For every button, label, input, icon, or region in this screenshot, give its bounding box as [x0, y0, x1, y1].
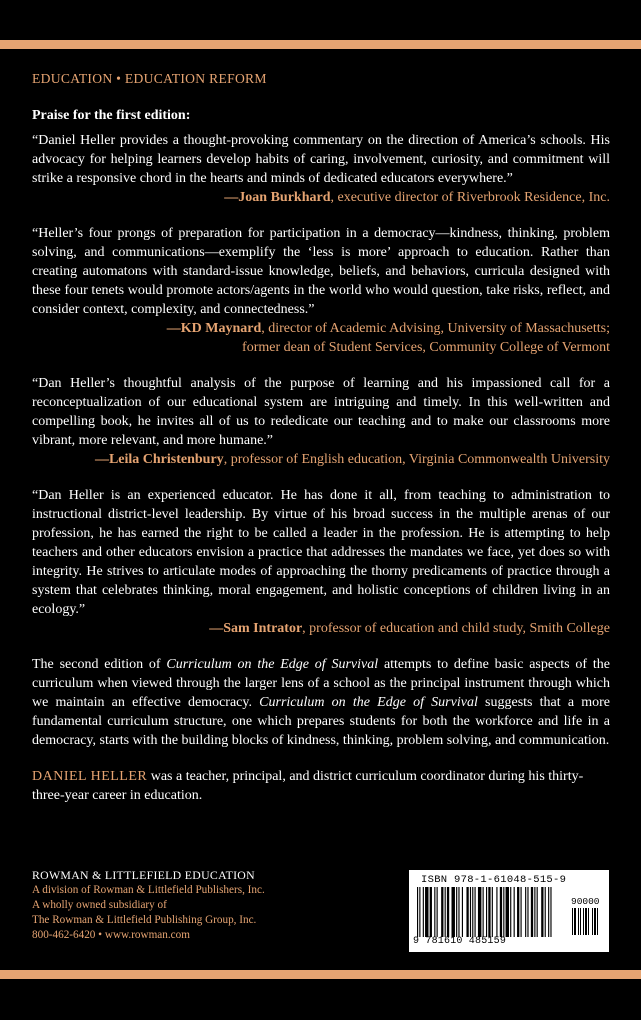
quote-text: “Daniel Heller provides a thought-provoking commentary on the direction of America’s schools. His advocacy for helping learners develop habits of caring, involvement, curiosity, and commitment will strike a responsive chord in the hearts and minds of dedicated educators everywhere.” — [32, 133, 610, 186]
quote-attribution — [32, 319, 610, 357]
barcode-bar — [574, 908, 576, 935]
addon-barcode-bars — [571, 908, 605, 935]
barcode-bar — [585, 908, 587, 935]
publisher-name: ROWMAN & LITTLEFIELD EDUCATION — [32, 868, 255, 882]
barcode-bar — [466, 887, 468, 937]
barcode-bar — [423, 887, 424, 937]
review-quote — [32, 224, 610, 357]
barcode-bar — [514, 887, 515, 937]
barcode-bar — [425, 887, 428, 937]
publisher-info — [32, 868, 265, 943]
reviewer-role: , professor of education and child study, Smith College — [302, 621, 610, 636]
barcode-bar — [597, 908, 598, 935]
barcode-bar — [583, 908, 584, 935]
barcode-bar — [437, 887, 438, 937]
book-title-italic: Curriculum on the Edge of Survival — [259, 695, 478, 710]
book-title-italic: Curriculum on the Edge of Survival — [166, 657, 379, 672]
ean-barcode-bars — [415, 887, 565, 937]
barcode-bar — [496, 887, 497, 937]
bottom-accent-band — [0, 970, 641, 979]
back-cover-text — [32, 70, 610, 805]
quote-text: “Dan Heller is an experienced educator. He has done it all, from teaching to administration to instructional district-level leadership. By virtue of his broad success in the multiple arenas of our profession, he has earned the right to be called a leader in the profession. He is attempting to help teachers and other educators envision a practice that addresses the mandates we face, yet does so with integrity. He strives to articulate modes of approaching the thorny predicaments of practice through a system that celebrates thinking, moral engagement, and holistic conceptions of children living in an ecology.” — [32, 488, 610, 617]
publisher-line: A wholly owned subsidiary of — [32, 899, 167, 911]
barcode-bar — [506, 887, 509, 937]
isbn-barcode — [409, 870, 609, 952]
barcode-bar — [550, 887, 551, 937]
barcode-bar — [492, 887, 493, 937]
book-description — [32, 655, 610, 750]
barcode-bar — [458, 887, 459, 937]
barcode-bar — [572, 908, 573, 935]
barcode-bar — [541, 887, 543, 937]
isbn-number: ISBN 978-1-61048-515-9 — [421, 874, 567, 886]
description-text: suggests that a more fundamental curriculum structure, one which prepares students for both the workforce and life in a democracy, starts with the building blocks of kindness, thinking, problem solving, and communication. — [32, 695, 611, 748]
barcode-bar — [456, 887, 457, 937]
quote-attribution — [32, 188, 610, 207]
quote-text: “Dan Heller’s thoughtful analysis of the purpose of learning and his impassioned call for a reconceptualization of our educational system are intriguing and timely. In this well-written and compelling book, he invites all of us to rededicate our teaching and to make our classrooms more vibrant, more relevant, and more humane.” — [32, 376, 610, 448]
barcode-bar — [488, 887, 490, 937]
ean-digits: 9 781610 485159 — [413, 936, 507, 947]
barcode-bar — [434, 887, 435, 937]
barcode-bar — [534, 887, 535, 937]
barcode-bar — [510, 887, 511, 937]
quote-attribution — [32, 450, 610, 469]
barcode-bar — [417, 887, 418, 937]
description-text: attempts to define basic aspects of the curriculum when viewed through the larger lens of a school as the principal instrument through which we maintain an effective democracy. — [32, 657, 610, 710]
publisher-line: The Rowman & Littlefield Publishing Group, Inc. — [32, 914, 257, 926]
reviewer-role: , executive director of Riverbrook Residence, Inc. — [330, 190, 610, 205]
barcode-bar — [545, 887, 546, 937]
review-quote — [32, 131, 610, 207]
reviewer-role: , director of Academic Advising, University of Massachusetts; — [261, 321, 610, 336]
praise-heading: Praise for the first edition: — [32, 108, 191, 123]
description-text: The second edition of — [32, 657, 167, 672]
barcode-bar — [521, 887, 522, 937]
author-name: DANIEL HELLER — [32, 769, 148, 784]
barcode-bar — [588, 908, 589, 935]
price-code: 90000 — [571, 896, 600, 907]
barcode-bar — [447, 887, 449, 937]
barcode-bar — [531, 887, 533, 937]
author-bio-text: was a teacher, principal, and district curriculum coordinator during his thirty-three-year career in education. — [32, 769, 584, 803]
barcode-bar — [472, 887, 473, 937]
barcode-bar — [483, 887, 484, 937]
barcode-bar — [486, 887, 487, 937]
barcode-bar — [452, 887, 455, 937]
barcode-bar — [478, 887, 481, 937]
reviewer-name: —Sam Intrator — [209, 621, 303, 636]
review-quote — [32, 486, 610, 638]
barcode-bar — [430, 887, 432, 937]
barcode-bar — [517, 887, 519, 937]
author-bio — [32, 767, 610, 805]
quote-attribution — [32, 619, 610, 638]
barcode-bar — [527, 887, 528, 937]
barcode-bar — [548, 887, 549, 937]
barcode-bar — [441, 887, 443, 937]
barcode-bar — [500, 887, 502, 937]
barcode-bar — [594, 908, 596, 935]
reviewer-name: —KD Maynard — [166, 321, 262, 336]
quote-text: “Heller’s four prongs of preparation for participation in a democracy—kindness, thinking, problem solving, and communications—exemplify the ‘less is more’ approach to education. Rather than creating automatons with standard-issue knowledge, beliefs, and behaviors, curricula designed with these four tenets would promote actors/agents in the world who would question, take risks, reflect, and consider context, complexity, and connectedness.” — [32, 226, 610, 317]
reviewer-role-secondary: former dean of Student Services, Community College of Vermont — [242, 340, 610, 355]
reviewer-name: —Leila Christenbury — [94, 452, 224, 467]
barcode-bar — [537, 887, 538, 937]
subject-category: EDUCATION • EDUCATION REFORM — [32, 71, 267, 86]
top-accent-band — [0, 40, 641, 49]
barcode-bar — [462, 887, 463, 937]
barcode-bar — [578, 908, 579, 935]
barcode-bar — [580, 908, 581, 935]
publisher-contact: 800-462-6420 • www.rowman.com — [32, 929, 190, 941]
barcode-bar — [419, 887, 420, 937]
barcode-bar — [445, 887, 446, 937]
reviewer-name: —Joan Burkhard — [224, 190, 331, 205]
review-quote — [32, 374, 610, 469]
barcode-bar — [592, 908, 593, 935]
barcode-bar — [525, 887, 526, 937]
barcode-bar — [475, 887, 476, 937]
reviewer-role: , professor of English education, Virginia Commonwealth University — [223, 452, 610, 467]
barcode-bar — [470, 887, 471, 937]
barcode-bar — [503, 887, 504, 937]
publisher-line: A division of Rowman & Littlefield Publishers, Inc. — [32, 884, 265, 896]
